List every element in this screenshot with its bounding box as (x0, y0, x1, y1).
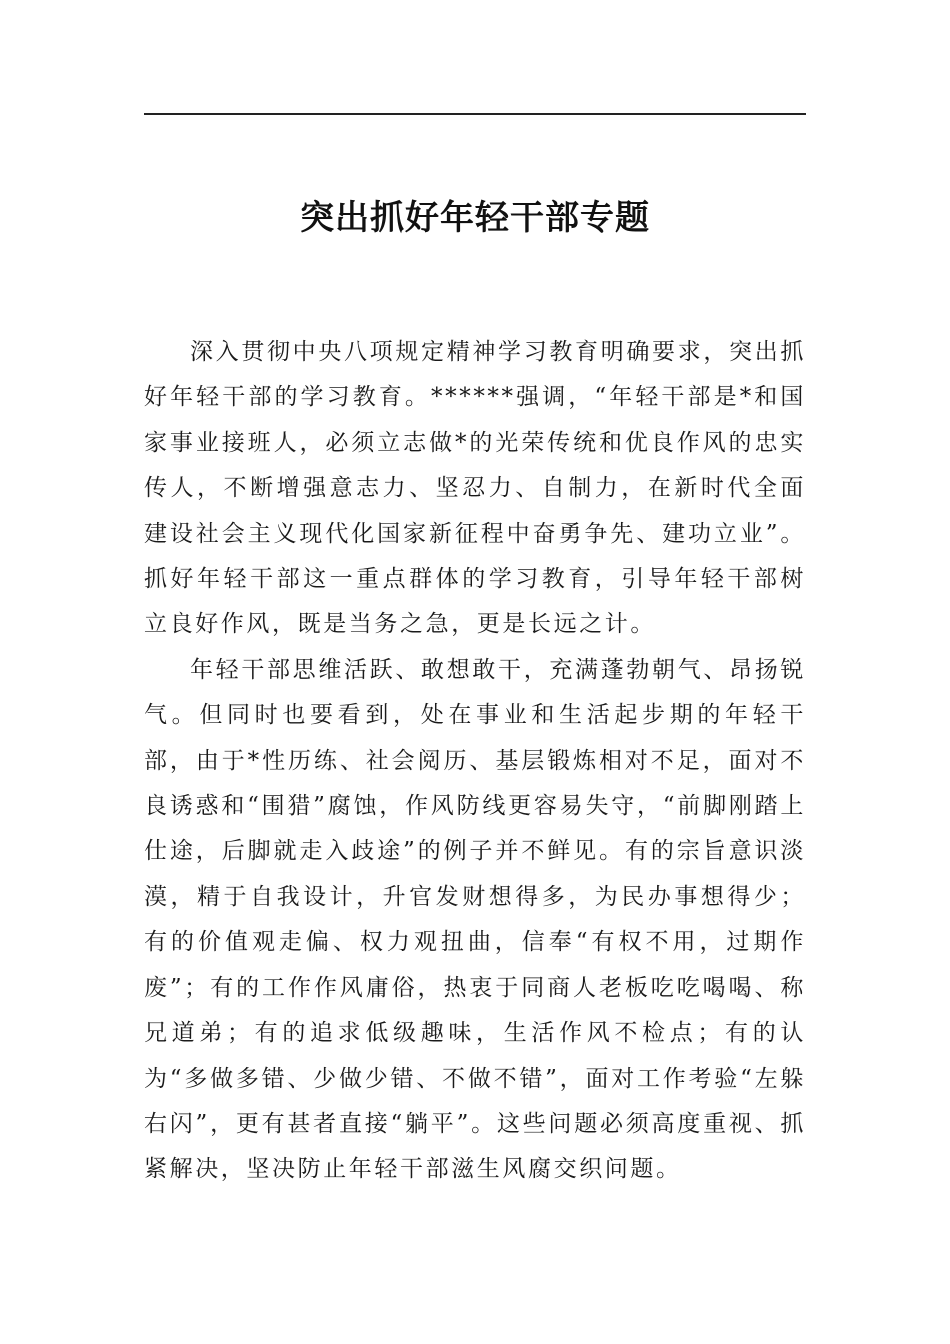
document-body (144, 330, 806, 1193)
paragraph-2: 年轻干部思维活跃、敢想敢干，充满蓬勃朝气、昂扬锐气。但同时也要看到，处在事业和生活起步期的年轻干部，由于*性历练、社会阅历、基层锻炼相对不足，面对不良诱惑和“围猎”腐蚀，作风防线更容易失守，“前脚刚踏上仕途，后脚就走入歧途”的例子并不鲜见。有的宗旨意识淡漠，精于自我设计，升官发财想得多，为民办事想得少；有的价值观走偏、权力观扭曲，信奉“有权不用，过期作废”；有的工作作风庸俗，热衷于同商人老板吃吃喝喝、称兄道弟；有的追求低级趣味，生活作风不检点；有的认为“多做多错、少做少错、不做不错”，面对工作考验“左躲右闪”，更有甚者直接“躺平”。这些问题必须高度重视、抓紧解决，坚决防止年轻干部滋生风腐交织问题。 (144, 656, 806, 1183)
header-rule (144, 113, 806, 115)
document-title: 突出抓好年轻干部专题 (300, 198, 650, 238)
paragraph-1: 深入贯彻中央八项规定精神学习教育明确要求，突出抓好年轻干部的学习教育。******强调，“年轻干部是*和国家事业接班人，必须立志做*的光荣传统和优良作风的忠实传人，不断增强意志力、坚忍力、自制力，在新时代全面建设社会主义现代化国家新征程中奋勇争先、建功立业”。抓好年轻干部这一重点群体的学习教育，引导年轻干部树立良好作风，既是当务之急，更是长远之计。 (144, 339, 806, 638)
